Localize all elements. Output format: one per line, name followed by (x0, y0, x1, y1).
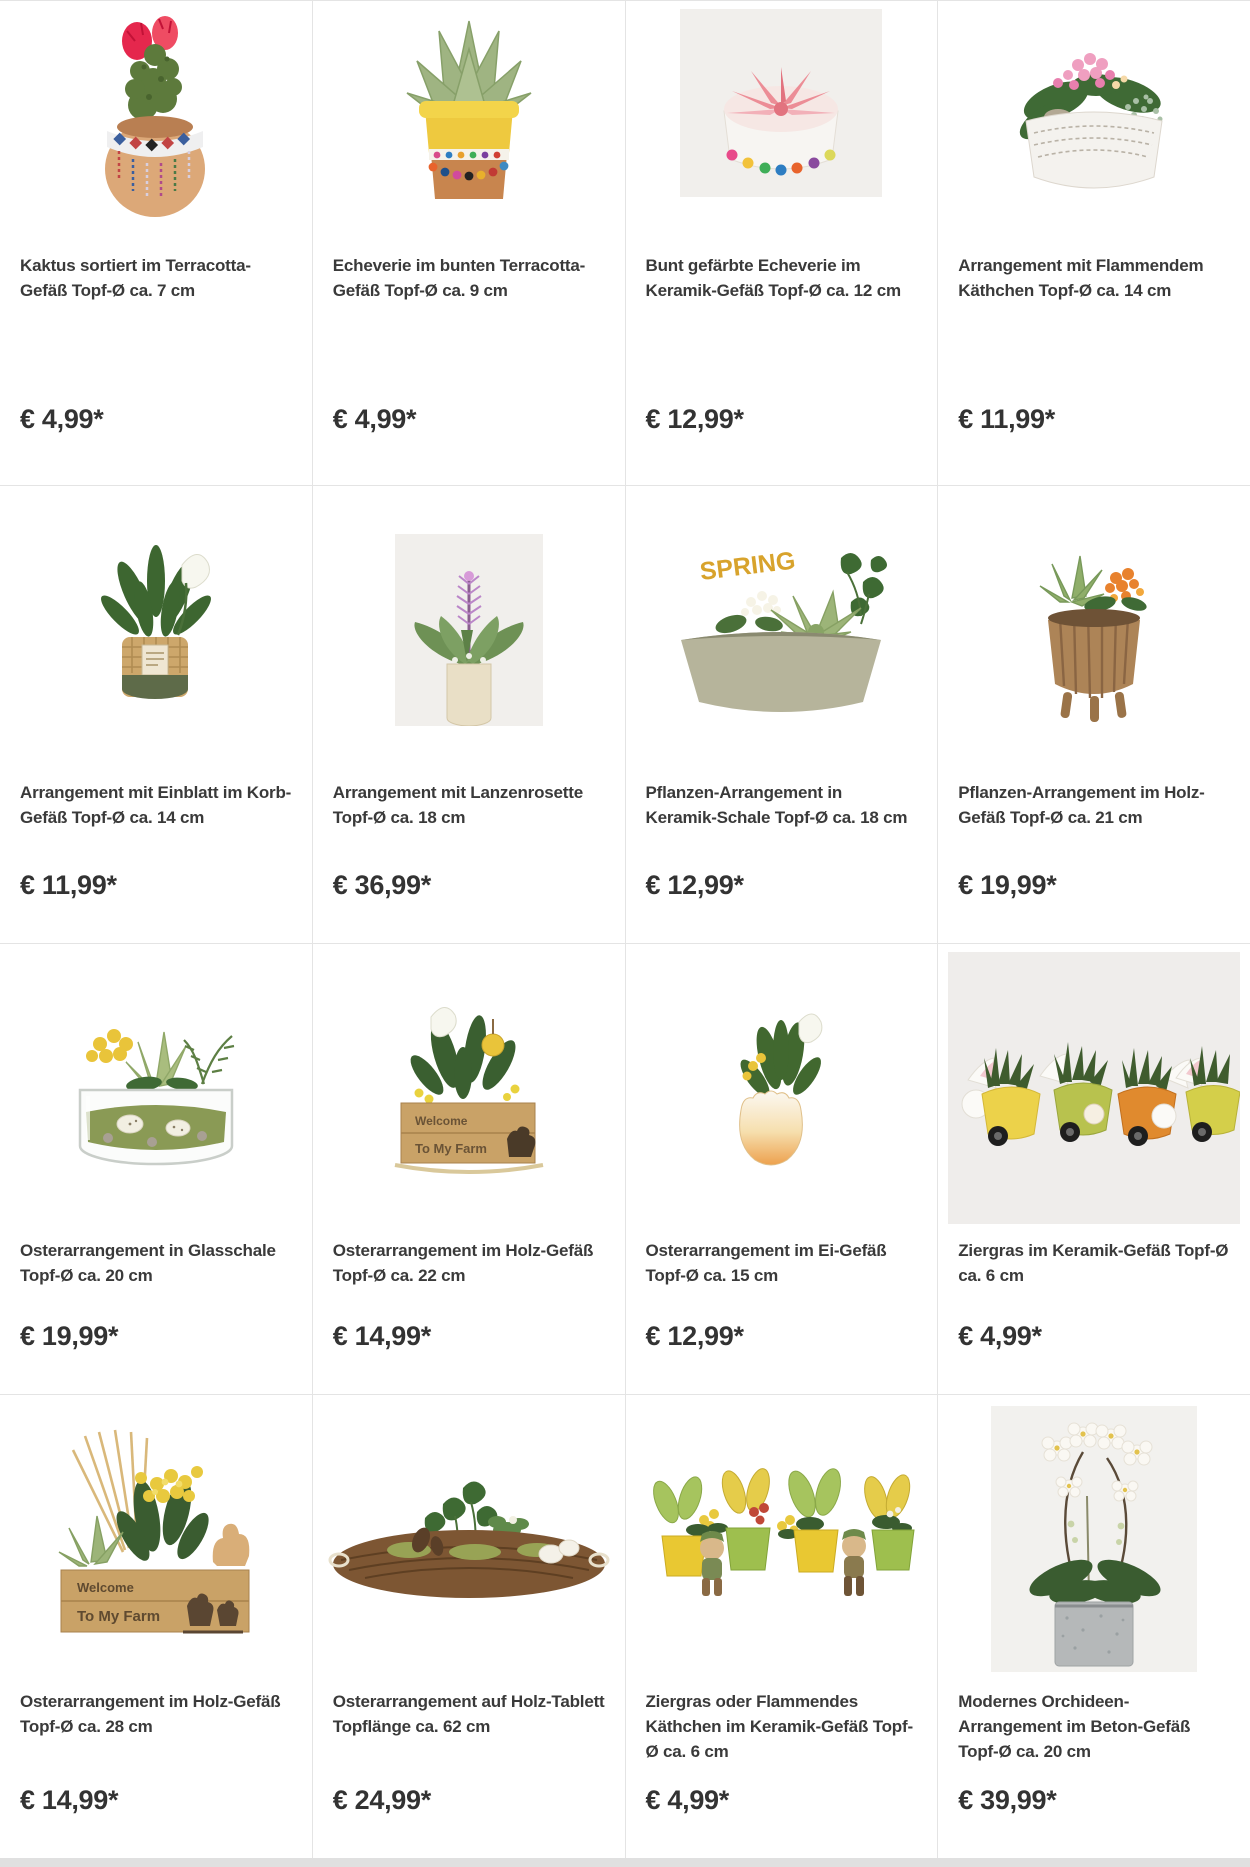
product-card[interactable] (626, 944, 938, 1394)
product-price: € 19,99* (958, 870, 1057, 900)
product-photo-echeverie-gefaerbt (626, 1, 938, 247)
product-price: € 12,99* (645, 404, 744, 434)
product-photo-orchidee-beton (938, 1395, 1250, 1683)
product-photo-kaethchen-arrangement (938, 1, 1250, 247)
product-price: € 4,99* (332, 404, 417, 434)
product-photo-bunny-pots (626, 1395, 938, 1683)
product-price: € 12,99* (645, 1321, 744, 1351)
product-card[interactable] (626, 486, 938, 943)
svg-text:To My Farm: To My Farm (414, 1141, 487, 1156)
product-card[interactable] (626, 1, 938, 485)
product-title: Arrangement mit Flammendem Käthchen Topf-Ø ca. 14 cm (958, 256, 1204, 300)
product-title: Modernes Orchideen-Arrangement im Beton-Gefäß Topf-Ø ca. 20 cm (958, 1692, 1191, 1761)
product-price: € 11,99* (20, 870, 117, 900)
product-price: € 36,99* (332, 870, 431, 900)
page-bottom-divider (0, 1858, 1250, 1867)
product-title: Osterarrangement im Holz-Gefäß Topf-Ø ca. 22 cm (332, 1241, 594, 1285)
product-title: Ziergras im Keramik-Gefäß Topf-Ø ca. 6 cm (958, 1241, 1229, 1285)
product-photo-ei-gefaess (626, 944, 938, 1232)
product-photo-holz-gefaess (938, 486, 1250, 774)
product-title: Bunt gefärbte Echeverie im Keramik-Gefäß Topf-Ø ca. 12 cm (645, 256, 901, 300)
product-card[interactable] (313, 486, 625, 943)
product-title: Arrangement mit Lanzenrosette Topf-Ø ca. 18 cm (332, 783, 583, 827)
product-title: Osterarrangement im Holz-Gefäß Topf-Ø ca. 28 cm (20, 1692, 281, 1736)
product-title: Pflanzen-Arrangement im Holz-Gefäß Topf-Ø ca. 21 cm (958, 783, 1205, 827)
product-photo-keramik-schale (626, 486, 938, 774)
product-card[interactable] (938, 486, 1250, 943)
product-card[interactable] (313, 944, 625, 1394)
product-title: Pflanzen-Arrangement in Keramik-Schale Topf-Ø ca. 18 cm (645, 783, 908, 827)
product-title: Kaktus sortiert im Terracotta-Gefäß Topf-Ø ca. 7 cm (20, 256, 251, 300)
product-card[interactable] (938, 944, 1250, 1394)
product-card[interactable] (0, 1395, 312, 1858)
product-price: € 4,99* (645, 1785, 729, 1815)
product-price: € 4,99* (20, 404, 104, 434)
product-title: Osterarrangement auf Holz-Tablett Topflänge ca. 62 cm (332, 1692, 605, 1736)
product-photo-holz-tablett (313, 1395, 625, 1683)
product-photo-glasschale (0, 944, 312, 1232)
product-price: € 12,99* (645, 870, 744, 900)
svg-text:SPRING: SPRING (698, 546, 798, 586)
product-price: € 14,99* (20, 1785, 119, 1815)
svg-text:Welcome: Welcome (76, 1580, 134, 1595)
product-price: € 4,99* (958, 1321, 1042, 1351)
product-price: € 19,99* (20, 1321, 119, 1351)
product-photo-holz-crate (0, 1395, 312, 1683)
product-card[interactable] (938, 1, 1250, 485)
product-price: € 11,99* (958, 404, 1055, 434)
product-card[interactable] (0, 486, 312, 943)
product-price: € 24,99* (332, 1785, 431, 1815)
product-photo-holz-farmbox (313, 944, 625, 1232)
product-title: Ziergras oder Flammendes Käthchen im Keramik-Gefäß Topf-Ø ca. 6 cm (645, 1692, 913, 1761)
product-title: Osterarrangement in Glasschale Topf-Ø ca. 20 cm (20, 1241, 276, 1285)
product-photo-lanzenrosette (313, 486, 625, 774)
product-price: € 14,99* (332, 1321, 431, 1351)
product-card[interactable] (313, 1395, 625, 1858)
product-photo-einblatt-korb (0, 486, 312, 774)
product-photo-kaktus (0, 1, 312, 247)
product-photo-ziergras-carts (938, 944, 1250, 1232)
product-card[interactable] (938, 1395, 1250, 1858)
product-card[interactable] (0, 944, 312, 1394)
svg-text:Welcome: Welcome (414, 1114, 468, 1128)
product-title: Osterarrangement im Ei-Gefäß Topf-Ø ca. 15 cm (645, 1241, 887, 1285)
product-card[interactable] (313, 1, 625, 485)
product-card[interactable] (0, 1, 312, 485)
product-photo-echeverie-bunt (313, 1, 625, 247)
product-card[interactable] (626, 1395, 938, 1858)
product-title: Echeverie im bunten Terracotta-Gefäß Topf-Ø ca. 9 cm (332, 256, 586, 300)
product-title: Arrangement mit Einblatt im Korb-Gefäß Topf-Ø ca. 14 cm (20, 783, 292, 827)
product-price: € 39,99* (958, 1785, 1057, 1815)
svg-text:To My Farm: To My Farm (76, 1608, 160, 1625)
